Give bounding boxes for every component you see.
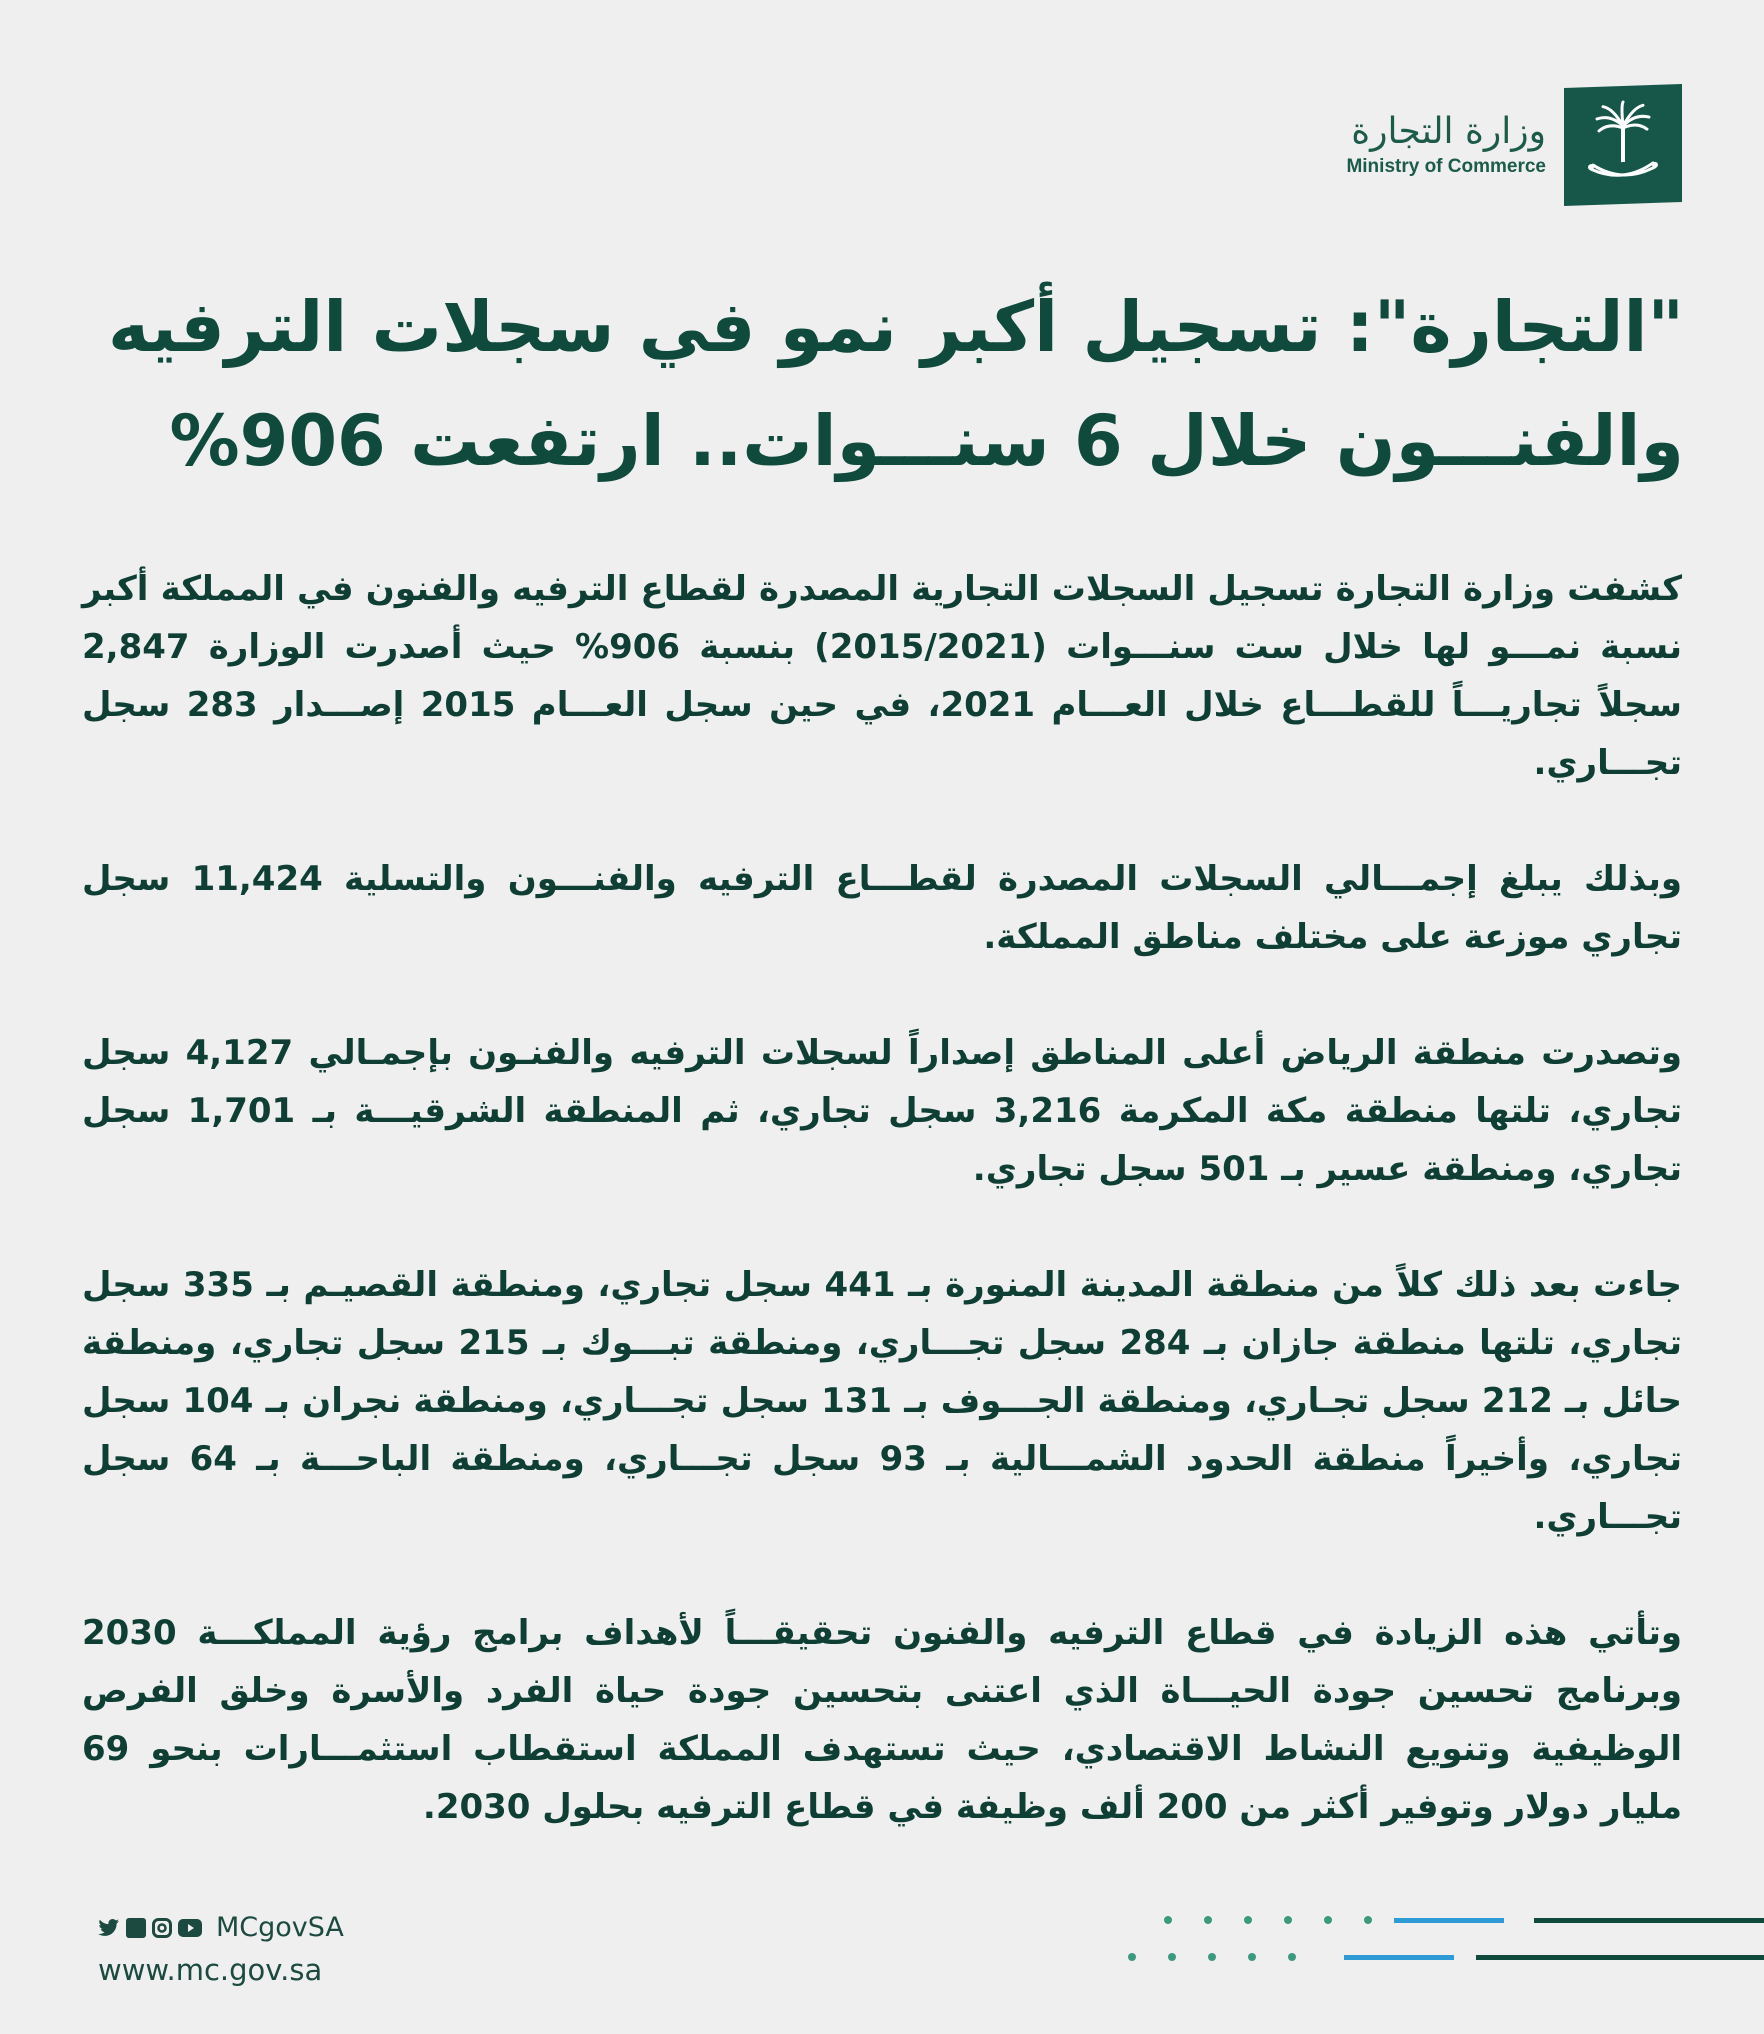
paragraph: وتصدرت منطقة الرياض أعلى المناطق إصداراً لسجلات الترفيه والفنـون بإجمـالي 4,127 سجل تجاري، تلتها منطقة مكة المكرمة 3,216 سجل تجاري، ثم المنطقة الشرقيـــة بـ 1,701 سجل تجاري، ومنطقة عسير بـ 501 سجل تجاري. bbox=[82, 1033, 1683, 1189]
decoration-line-blue bbox=[1344, 1955, 1454, 1960]
decoration-line-green bbox=[1476, 1955, 1764, 1960]
website-link[interactable]: www.mc.gov.sa bbox=[98, 1953, 323, 1987]
twitter-icon[interactable] bbox=[98, 1918, 120, 1938]
paragraph: وتأتي هذه الزيادة في قطاع الترفيه والفنون تحقيقـــاً لأهداف برامج رؤية المملكـــة 2030 وبرنامج تحسين جودة الحيـــاة الذي اعتنى بتحسين جودة حياة الفرد والأسرة وخلق الفرص الوظيفية وتنويع النشاط الاقتصادي، حيث تستهدف المملكة استقطاب استثمـــارات بنحو 69 مليار دولار وتوفير أكثر من 200 ألف وظيفة في قطاع الترفيه بحلول 2030. bbox=[82, 1613, 1682, 1827]
ministry-name-ar: وزارة التجارة bbox=[1351, 111, 1546, 153]
decoration-line-green bbox=[1534, 1918, 1764, 1923]
paragraph: جاءت بعد ذلك كلاً من منطقة المدينة المنورة بـ 441 سجل تجاري، ومنطقة القصيـم بـ 335 سجل تجاري، تلتها منطقة جازان بـ 284 سجل تجـــاري، ومنطقة تبـــوك بـ 215 سجل تجاري، ومنطقة حائل بـ 212 سجل تجـاري، ومنطقة الجـــوف بـ 131 سجل تجـــاري، ومنطقة نجران بـ 104 سجل تجاري، وأخيراً منطقة الحدود الشمـــالية بـ 93 سجل تجـــاري، ومنطقة الباحـــة بـ 64 سجل تجـــاري. bbox=[82, 1265, 1683, 1537]
decoration-line-blue bbox=[1394, 1918, 1504, 1923]
article-body bbox=[82, 560, 1682, 1894]
paragraph: كشفت وزارة التجارة تسجيل السجلات التجارية المصدرة لقطاع الترفيه والفنون في المملكة أكبر نسبة نمـــو لها خلال ست سنـــوات (2015/2021) بنسبة 906% حيث أصدرت الوزارة 2,847 سجلاً تجاريـــاً للقطـــاع خلال العـــام 2021، في حين سجل العـــام 2015 إصـــدار 283 سجل تجـــاري. bbox=[82, 569, 1682, 783]
logo-text bbox=[1346, 112, 1546, 178]
saudi-emblem-icon bbox=[1564, 84, 1682, 206]
social-handle[interactable]: MCgovSA bbox=[216, 1912, 344, 1943]
decoration-dots bbox=[1128, 1916, 1372, 1961]
page-title bbox=[84, 270, 1684, 498]
instagram-icon[interactable] bbox=[152, 1918, 172, 1938]
footer-decoration bbox=[1124, 1900, 1764, 2000]
social-links bbox=[98, 1912, 344, 1943]
footer bbox=[98, 1912, 344, 1987]
title-line-1: "التجارة": تسجيل أكبر نمو في سجلات الترفيه bbox=[108, 286, 1684, 368]
ministry-logo bbox=[1346, 86, 1682, 204]
ministry-name-en: Ministry of Commerce bbox=[1346, 155, 1546, 177]
facebook-icon[interactable] bbox=[126, 1918, 146, 1938]
paragraph: وبذلك يبلغ إجمـــالي السجلات المصدرة لقطـــاع الترفيه والفنـــون والتسلية 11,424 سجل تجاري موزعة على مختلف مناطق المملكة. bbox=[82, 859, 1683, 957]
title-line-2: والفنـــون خلال 6 سنـــوات.. ارتفعت 906% bbox=[169, 400, 1684, 482]
youtube-icon[interactable] bbox=[178, 1919, 202, 1937]
